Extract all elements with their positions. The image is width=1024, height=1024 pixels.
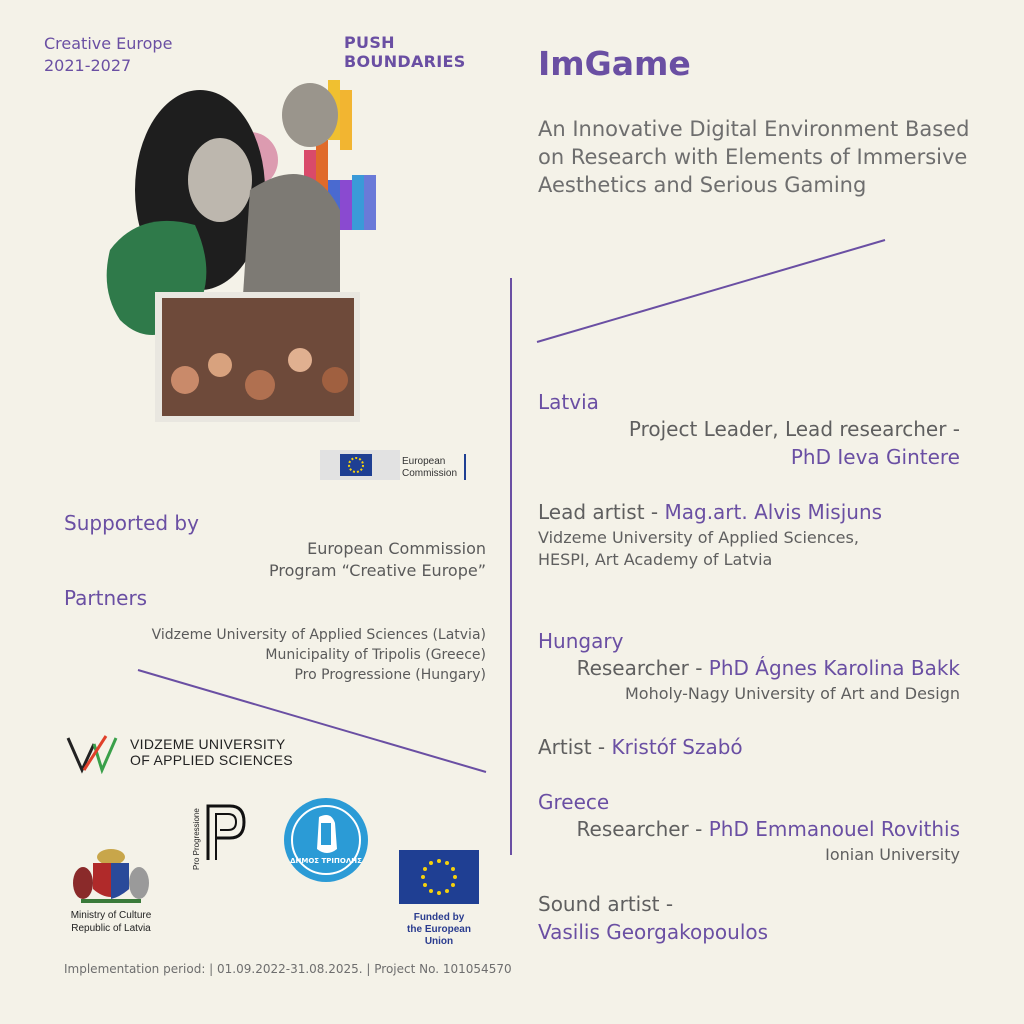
- eu-funded-line-2: the European Union: [407, 924, 471, 947]
- supporter-line: Program “Creative Europe”: [268, 561, 486, 580]
- hungary-researcher-affiliation: Moholy-Nagy University of Art and Design: [624, 684, 960, 703]
- ec-logo-bar: [464, 454, 466, 480]
- hungary-artist-name: Kristóf Szabó: [611, 735, 743, 759]
- country-greece: Greece: [538, 790, 610, 814]
- hungary-artist-role: Artist -: [538, 735, 606, 759]
- diagonal-divider-top: [537, 240, 885, 342]
- latvia-leader-role: Project Leader, Lead researcher -: [628, 417, 960, 441]
- tagline: [344, 33, 466, 71]
- partner-item: Pro Progressione (Hungary): [294, 667, 486, 683]
- project-title: ImGame: [538, 44, 691, 83]
- latvia-coat-of-arms-icon: [71, 845, 151, 907]
- eu-flag-icon: [399, 850, 479, 904]
- tagline-line-2: BOUNDARIES: [344, 52, 466, 71]
- latvia-artist: [538, 500, 882, 524]
- program-years: 2021-2027: [44, 56, 132, 75]
- latvia-artist-role: Lead artist -: [538, 500, 659, 524]
- greece-researcher-name: PhD Emmanouel Rovithis: [708, 817, 960, 841]
- tripolis-municipality-logo: [283, 797, 369, 883]
- tripolis-emblem-icon: [283, 797, 369, 883]
- ec-emblem-icon: [320, 440, 400, 484]
- greece-researcher-affiliation: Ionian University: [825, 845, 960, 864]
- greece-researcher: [538, 817, 960, 841]
- latvia-leader-name: PhD Ieva Gintere: [790, 445, 960, 469]
- partners-heading: Partners: [64, 586, 148, 610]
- latvia-artist-affiliation-1: Vidzeme University of Applied Sciences,: [538, 528, 859, 547]
- partner-item: Municipality of Tripolis (Greece): [265, 647, 486, 663]
- greece-researcher-role: Researcher -: [576, 817, 703, 841]
- latvia-artist-affiliation-2: HESPI, Art Academy of Latvia: [538, 550, 773, 569]
- latvia-artist-name: Mag.art. Alvis Misjuns: [664, 500, 883, 524]
- vidzeme-line-2: OF APPLIED SCIENCES: [130, 752, 293, 768]
- hungary-researcher-name: PhD Ágnes Karolina Bakk: [708, 656, 960, 680]
- tagline-line-1: PUSH: [344, 33, 395, 52]
- supporter-line: European Commission: [307, 539, 486, 558]
- pro-progressione-logo: [190, 800, 250, 872]
- tripolis-label: ΔΗΜΟΣ ΤΡΙΠΟΛΗΣ: [290, 857, 362, 865]
- vidzeme-mark-icon: [64, 730, 124, 774]
- program-name: [44, 33, 172, 77]
- implementation-footer: Implementation period: | 01.09.2022-31.08.2025. | Project No. 101054570: [64, 962, 512, 976]
- ministry-line-2: Republic of Latvia: [71, 923, 151, 934]
- pro-progressione-label: Pro Progressione: [192, 808, 201, 870]
- project-subtitle: An Innovative Digital Environment Based on Research with Elements of Immersive Aesthetics and Serious Gaming: [538, 117, 970, 197]
- collage-image: [100, 80, 380, 425]
- partners-list: [64, 625, 486, 685]
- program-title: Creative Europe: [44, 34, 173, 53]
- partner-item: Vidzeme University of Applied Sciences (Latvia): [151, 627, 486, 643]
- ministry-of-culture-logo: [56, 845, 166, 935]
- vidzeme-line-1: VIDZEME UNIVERSITY: [130, 736, 286, 752]
- hungary-researcher-role: Researcher -: [576, 656, 703, 680]
- eu-funded-logo: [396, 850, 482, 947]
- greece-sound-artist-name: Vasilis Georgakopoulos: [538, 920, 769, 944]
- ec-logo-line-1: European: [402, 456, 446, 467]
- european-commission-logo: [320, 440, 470, 484]
- hungary-researcher: [538, 656, 960, 680]
- pro-progressione-p-icon: [204, 802, 248, 862]
- supported-by-list: [64, 538, 486, 582]
- country-hungary: Hungary: [538, 629, 624, 653]
- ministry-line-1: Ministry of Culture: [70, 910, 152, 921]
- eu-funded-line-1: Funded by: [413, 912, 465, 923]
- vidzeme-university-logo: [64, 730, 304, 774]
- ec-logo-line-2: Commission: [402, 468, 458, 479]
- greece-sound-artist-role: Sound artist -: [538, 892, 674, 916]
- country-latvia: Latvia: [538, 390, 599, 414]
- hungary-artist: [538, 735, 743, 759]
- supported-by-heading: Supported by: [64, 511, 199, 535]
